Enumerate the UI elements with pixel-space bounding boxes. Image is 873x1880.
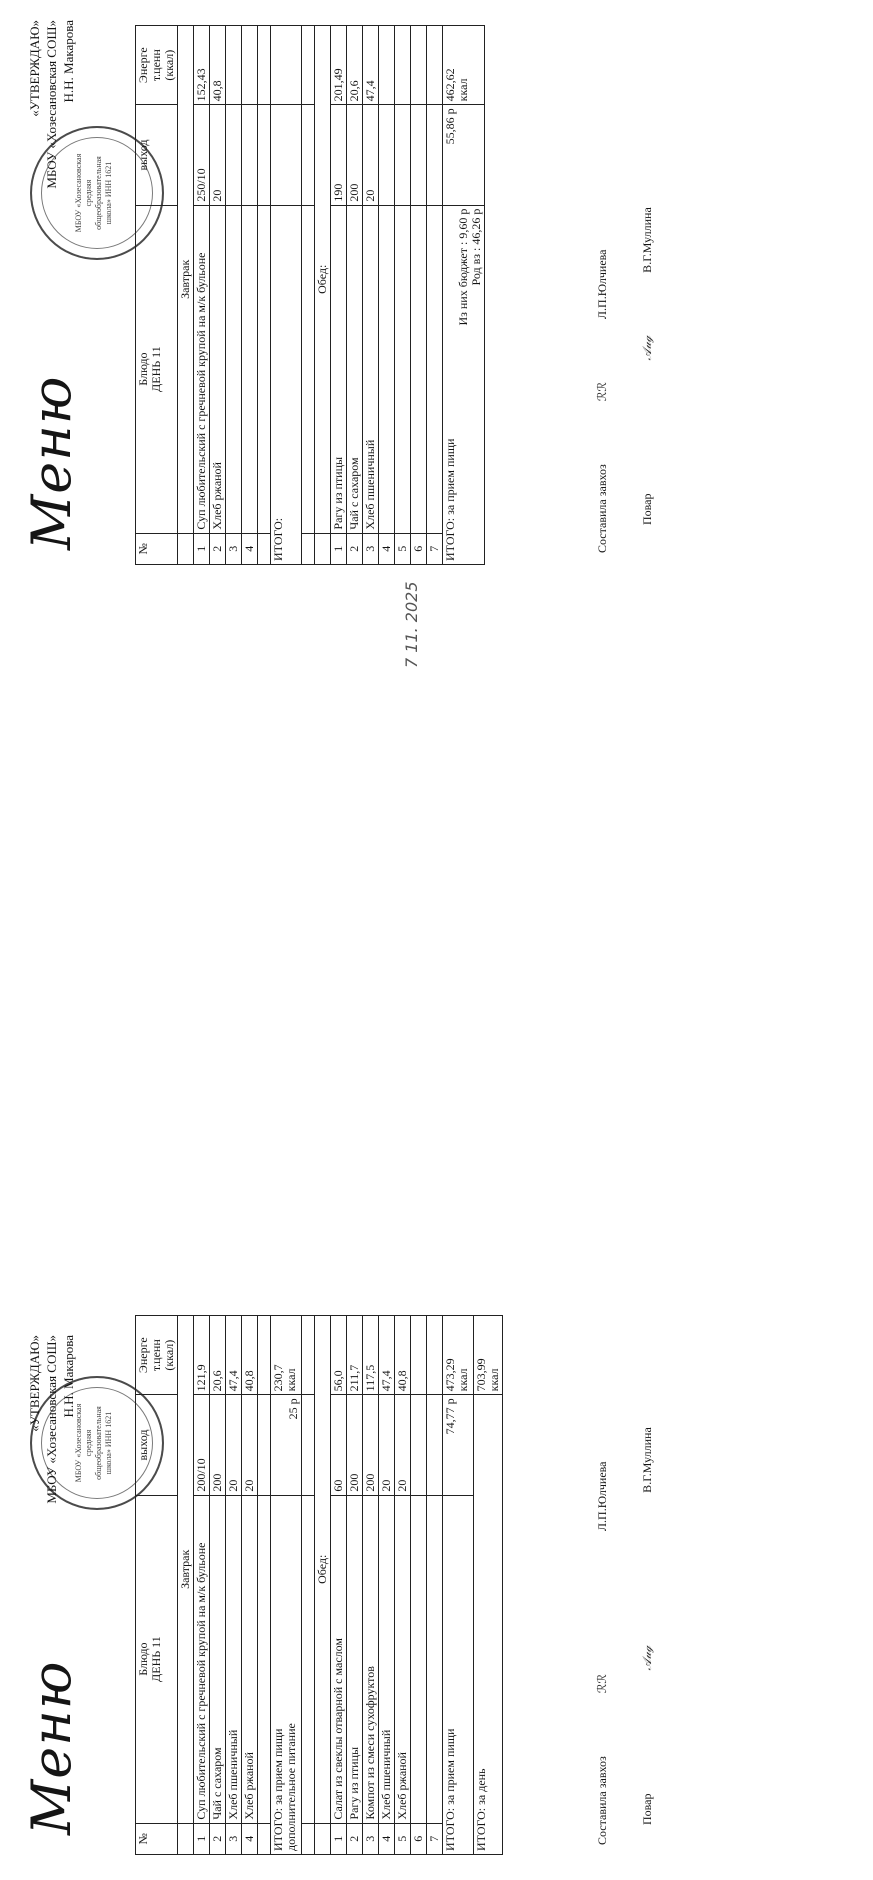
row-number: 1	[331, 1823, 347, 1854]
empty-cell	[258, 1495, 271, 1823]
budget-line: Из них бюджет : 9,60 р	[456, 208, 470, 326]
dish-energy: 47,4	[379, 1316, 395, 1395]
total-label-text: ИТОГО: за прием пищи	[443, 1728, 457, 1851]
approval-org: МБОУ «Хозесановская СОШ»	[44, 1335, 59, 1504]
table-row	[242, 26, 258, 565]
empty-cell	[258, 26, 271, 105]
dish-output: 200	[347, 1395, 363, 1495]
row-number: 2	[347, 1823, 363, 1854]
dish-energy: 40,8	[395, 1316, 411, 1395]
dish-output	[226, 105, 242, 205]
empty-cell	[302, 205, 315, 533]
col-out: выход	[136, 1395, 178, 1495]
dish-name: Рагу из птицы	[331, 205, 347, 533]
empty-cell	[315, 1823, 331, 1854]
energy-value: 462,62	[443, 68, 457, 102]
total-label-line1: ИТОГО: за прием пищи	[271, 1728, 285, 1851]
row-number: 4	[379, 1823, 395, 1854]
dish-name: Суп любительский с гречневой крупой на м/к бульоне	[194, 1495, 210, 1823]
row-number: 1	[331, 533, 347, 564]
dish-output: 200/10	[194, 1395, 210, 1495]
handwritten-date: 7 11. 2025	[402, 581, 421, 668]
breakfast-total-row	[271, 26, 302, 565]
dish-name: Хлеб ржаной	[210, 205, 226, 533]
empty-cell	[302, 105, 315, 205]
day-total-energy	[474, 1316, 503, 1395]
row-number: 1	[194, 533, 210, 564]
table-row	[331, 1316, 347, 1855]
section-label-breakfast: Завтрак	[178, 26, 194, 534]
dish-energy	[242, 26, 258, 105]
row-number: 7	[427, 533, 443, 564]
dish-energy: 20,6	[347, 26, 363, 105]
dish-energy: 40,8	[242, 1316, 258, 1395]
dish-output	[379, 105, 395, 205]
dish-energy	[411, 26, 427, 105]
empty-cell	[258, 533, 271, 564]
dish-name: Салат из свеклы отварной с маслом	[331, 1495, 347, 1823]
dish-output: 200	[363, 1395, 379, 1495]
dish-output: 20	[395, 1395, 411, 1495]
dish-name	[411, 1495, 427, 1823]
energy-value: 230,7	[271, 1364, 285, 1392]
col-num: №	[136, 533, 178, 564]
handwritten-signature: 𝒜𝓊ℊ	[640, 1645, 654, 1671]
spacer-row	[302, 26, 315, 565]
empty-cell	[315, 533, 331, 564]
dish-name	[411, 205, 427, 533]
lunch-total-energy	[443, 1316, 474, 1395]
empty-cell	[258, 1395, 271, 1495]
row-number: 3	[226, 1823, 242, 1854]
dish-output: 190	[331, 105, 347, 205]
dish-output	[427, 1395, 443, 1495]
day-total-row	[474, 1316, 503, 1855]
energy-unit: ккал	[284, 1368, 298, 1392]
dish-output: 60	[331, 1395, 347, 1495]
row-number: 1	[194, 1823, 210, 1854]
table-row	[347, 26, 363, 565]
dish-name	[395, 205, 411, 533]
table-row	[411, 26, 427, 565]
dish-output	[242, 105, 258, 205]
row-number: 4	[242, 1823, 258, 1854]
energy-unit: ккал	[487, 1368, 501, 1392]
table-row	[379, 1316, 395, 1855]
col-dish: Блюдо ДЕНЬ 11	[136, 205, 178, 533]
signature-cook: Повар 𝒜𝓊ℊ В.Г.Муллина	[640, 207, 654, 525]
dish-energy	[379, 26, 395, 105]
energy-unit: ккал	[456, 1368, 470, 1392]
dish-name: Хлеб пшеничный	[379, 1495, 395, 1823]
menu-day11-second	[20, 15, 700, 575]
menu-title: Меню	[20, 375, 83, 550]
dish-output: 20	[210, 105, 226, 205]
menu-table	[135, 25, 485, 565]
empty-cell	[178, 533, 194, 564]
dish-name: Компот из смеси сухофруктов	[363, 1495, 379, 1823]
dish-energy: 152,43	[194, 26, 210, 105]
approval-signer: Н.Н. Макарова	[61, 20, 76, 103]
dish-name: Хлеб пшеничный	[226, 1495, 242, 1823]
dish-energy: 40,8	[210, 26, 226, 105]
dish-name: Суп любительский с гречневой крупой на м/к бульоне	[194, 205, 210, 533]
row-number: 2	[347, 533, 363, 564]
dish-energy: 20,6	[210, 1316, 226, 1395]
dish-name	[242, 205, 258, 533]
approval-signer: Н.Н. Макарова	[61, 1335, 76, 1418]
dish-name: Хлеб ржаной	[242, 1495, 258, 1823]
spacer-row	[302, 1316, 315, 1855]
table-row	[210, 26, 226, 565]
table-row	[242, 1316, 258, 1855]
approval-org: МБОУ «Хозесановская СОШ»	[44, 20, 59, 189]
dish-name: Хлеб пшеничный	[363, 205, 379, 533]
section-label-lunch: Обед:	[315, 1316, 331, 1824]
dish-output	[395, 105, 411, 205]
empty-cell	[302, 1495, 315, 1823]
dish-output	[411, 105, 427, 205]
stamp-text: МБОУ «Хозесановская средняя общеобразовательная школа» ИНН 1621	[74, 153, 113, 233]
lunch-total-energy	[443, 26, 485, 105]
col-energy: Энерге т.ценн (ккал)	[136, 26, 178, 105]
section-row-breakfast	[178, 1316, 194, 1855]
dish-output: 200	[210, 1395, 226, 1495]
col-num: №	[136, 1823, 178, 1854]
lunch-total-row	[443, 26, 485, 565]
handwritten-signature: ℛℛ	[595, 382, 609, 402]
table-row	[379, 26, 395, 565]
menu-day11-first	[20, 1280, 700, 1880]
section-label-breakfast: Завтрак	[178, 1316, 194, 1824]
table-row	[331, 26, 347, 565]
table-row	[395, 1316, 411, 1855]
breakfast-total-label	[271, 205, 302, 564]
dish-energy: 211,7	[347, 1316, 363, 1395]
row-number: 3	[226, 533, 242, 564]
empty-cell	[178, 1823, 194, 1854]
dish-energy	[226, 26, 242, 105]
dish-name: Чай с сахаром	[210, 1495, 226, 1823]
row-number: 5	[395, 1823, 411, 1854]
total-label-line1: ИТОГО:	[271, 517, 285, 561]
empty-cell	[302, 1823, 315, 1854]
row-number: 6	[411, 533, 427, 564]
energy-unit: ккал	[456, 78, 470, 102]
empty-cell	[302, 26, 315, 105]
table-row	[194, 1316, 210, 1855]
dish-energy: 47,4	[226, 1316, 242, 1395]
col-energy: Энерге т.ценн (ккал)	[136, 1316, 178, 1395]
menu-title: Меню	[20, 1660, 83, 1835]
dish-name	[427, 1495, 443, 1823]
col-out: выход	[136, 105, 178, 205]
empty-cell	[258, 105, 271, 205]
approval-block	[26, 20, 77, 235]
spacer-row	[258, 26, 271, 565]
lunch-total-row	[443, 1316, 474, 1855]
handwritten-signature: ℛℛ	[595, 1674, 609, 1694]
dish-name: Хлеб ржаной	[395, 1495, 411, 1823]
section-row-breakfast	[178, 26, 194, 565]
dish-output: 20	[379, 1395, 395, 1495]
table-row	[194, 26, 210, 565]
dish-output: 20	[226, 1395, 242, 1495]
energy-value: 703,99	[474, 1358, 488, 1392]
dish-energy	[395, 26, 411, 105]
dish-energy: 121,9	[194, 1316, 210, 1395]
table-row	[411, 1316, 427, 1855]
signature-zavhoz: Составила завхоз ℛℛ Л.П.Юлчиева	[595, 1461, 609, 1845]
empty-cell	[302, 1395, 315, 1495]
dish-name: Чай с сахаром	[347, 205, 363, 533]
approval-header: «УТВЕРЖДАЮ»	[27, 20, 42, 117]
approval-header: «УТВЕРЖДАЮ»	[27, 1335, 42, 1432]
dish-energy	[427, 26, 443, 105]
empty-cell	[302, 533, 315, 564]
dish-output: 250/10	[194, 105, 210, 205]
row-number: 4	[379, 533, 395, 564]
stamp-text: МБОУ «Хозесановская средняя общеобразовательная школа» ИНН 1621	[74, 1403, 113, 1483]
dish-energy	[411, 1316, 427, 1395]
row-number: 7	[427, 1823, 443, 1854]
table-row	[226, 1316, 242, 1855]
table-row	[226, 26, 242, 565]
col-dish: Блюдо ДЕНЬ 11	[136, 1495, 178, 1823]
table-row	[347, 1316, 363, 1855]
dish-name: Рагу из птицы	[347, 1495, 363, 1823]
empty-cell	[302, 1316, 315, 1395]
empty-cell	[258, 1823, 271, 1854]
section-row-lunch	[315, 26, 331, 565]
handwritten-signature: 𝒜𝓊ℊ	[640, 335, 654, 361]
total-label-text: ИТОГО: за прием пищи	[443, 438, 457, 561]
dish-output	[411, 1395, 427, 1495]
spacer-row	[258, 1316, 271, 1855]
signature-zavhoz: Составила завхоз ℛℛ Л.П.Юлчиева	[595, 249, 609, 553]
lunch-total-price: 55,86 р	[443, 105, 485, 205]
lunch-total-price: 74,77 р	[443, 1395, 474, 1495]
table-row	[427, 1316, 443, 1855]
row-number: 3	[363, 1823, 379, 1854]
empty-cell	[258, 205, 271, 533]
table-row	[363, 26, 379, 565]
dish-energy	[427, 1316, 443, 1395]
breakfast-total-label	[271, 1495, 302, 1854]
lunch-total-label	[443, 1495, 474, 1854]
dish-output: 20	[242, 1395, 258, 1495]
dish-energy: 201,49	[331, 26, 347, 105]
breakfast-total-price	[271, 105, 302, 205]
dish-output: 20	[363, 105, 379, 205]
table-row	[395, 26, 411, 565]
day-total-label: ИТОГО: за день	[474, 1395, 503, 1855]
breakfast-total-energy	[271, 1316, 302, 1395]
approval-block	[26, 1335, 77, 1550]
lunch-total-label	[443, 205, 485, 564]
section-label-lunch: Обед:	[315, 26, 331, 534]
row-number: 2	[210, 1823, 226, 1854]
dish-output	[427, 105, 443, 205]
total-label-line2: дополнительное питание	[284, 1723, 298, 1851]
table-row	[210, 1316, 226, 1855]
table-row	[427, 26, 443, 565]
dish-name	[379, 205, 395, 533]
section-row-lunch	[315, 1316, 331, 1855]
row-number: 5	[395, 533, 411, 564]
menu-table	[135, 1315, 503, 1855]
breakfast-total-price: 25 р	[271, 1395, 302, 1495]
dish-name	[427, 205, 443, 533]
dish-energy: 47,4	[363, 26, 379, 105]
breakfast-total-row	[271, 1316, 302, 1855]
breakfast-total-energy	[271, 26, 302, 105]
row-number: 4	[242, 533, 258, 564]
signature-cook: Повар 𝒜𝓊ℊ В.Г.Муллина	[640, 1427, 654, 1825]
dish-output: 200	[347, 105, 363, 205]
table-row	[363, 1316, 379, 1855]
empty-cell	[258, 1316, 271, 1395]
dish-name	[226, 205, 242, 533]
dish-energy: 117,5	[363, 1316, 379, 1395]
energy-value: 473,29	[443, 1358, 457, 1392]
row-number: 6	[411, 1823, 427, 1854]
row-number: 2	[210, 533, 226, 564]
parent-payment-line: Род вз : 46,26 р	[469, 208, 483, 286]
dish-energy: 56,0	[331, 1316, 347, 1395]
row-number: 3	[363, 533, 379, 564]
